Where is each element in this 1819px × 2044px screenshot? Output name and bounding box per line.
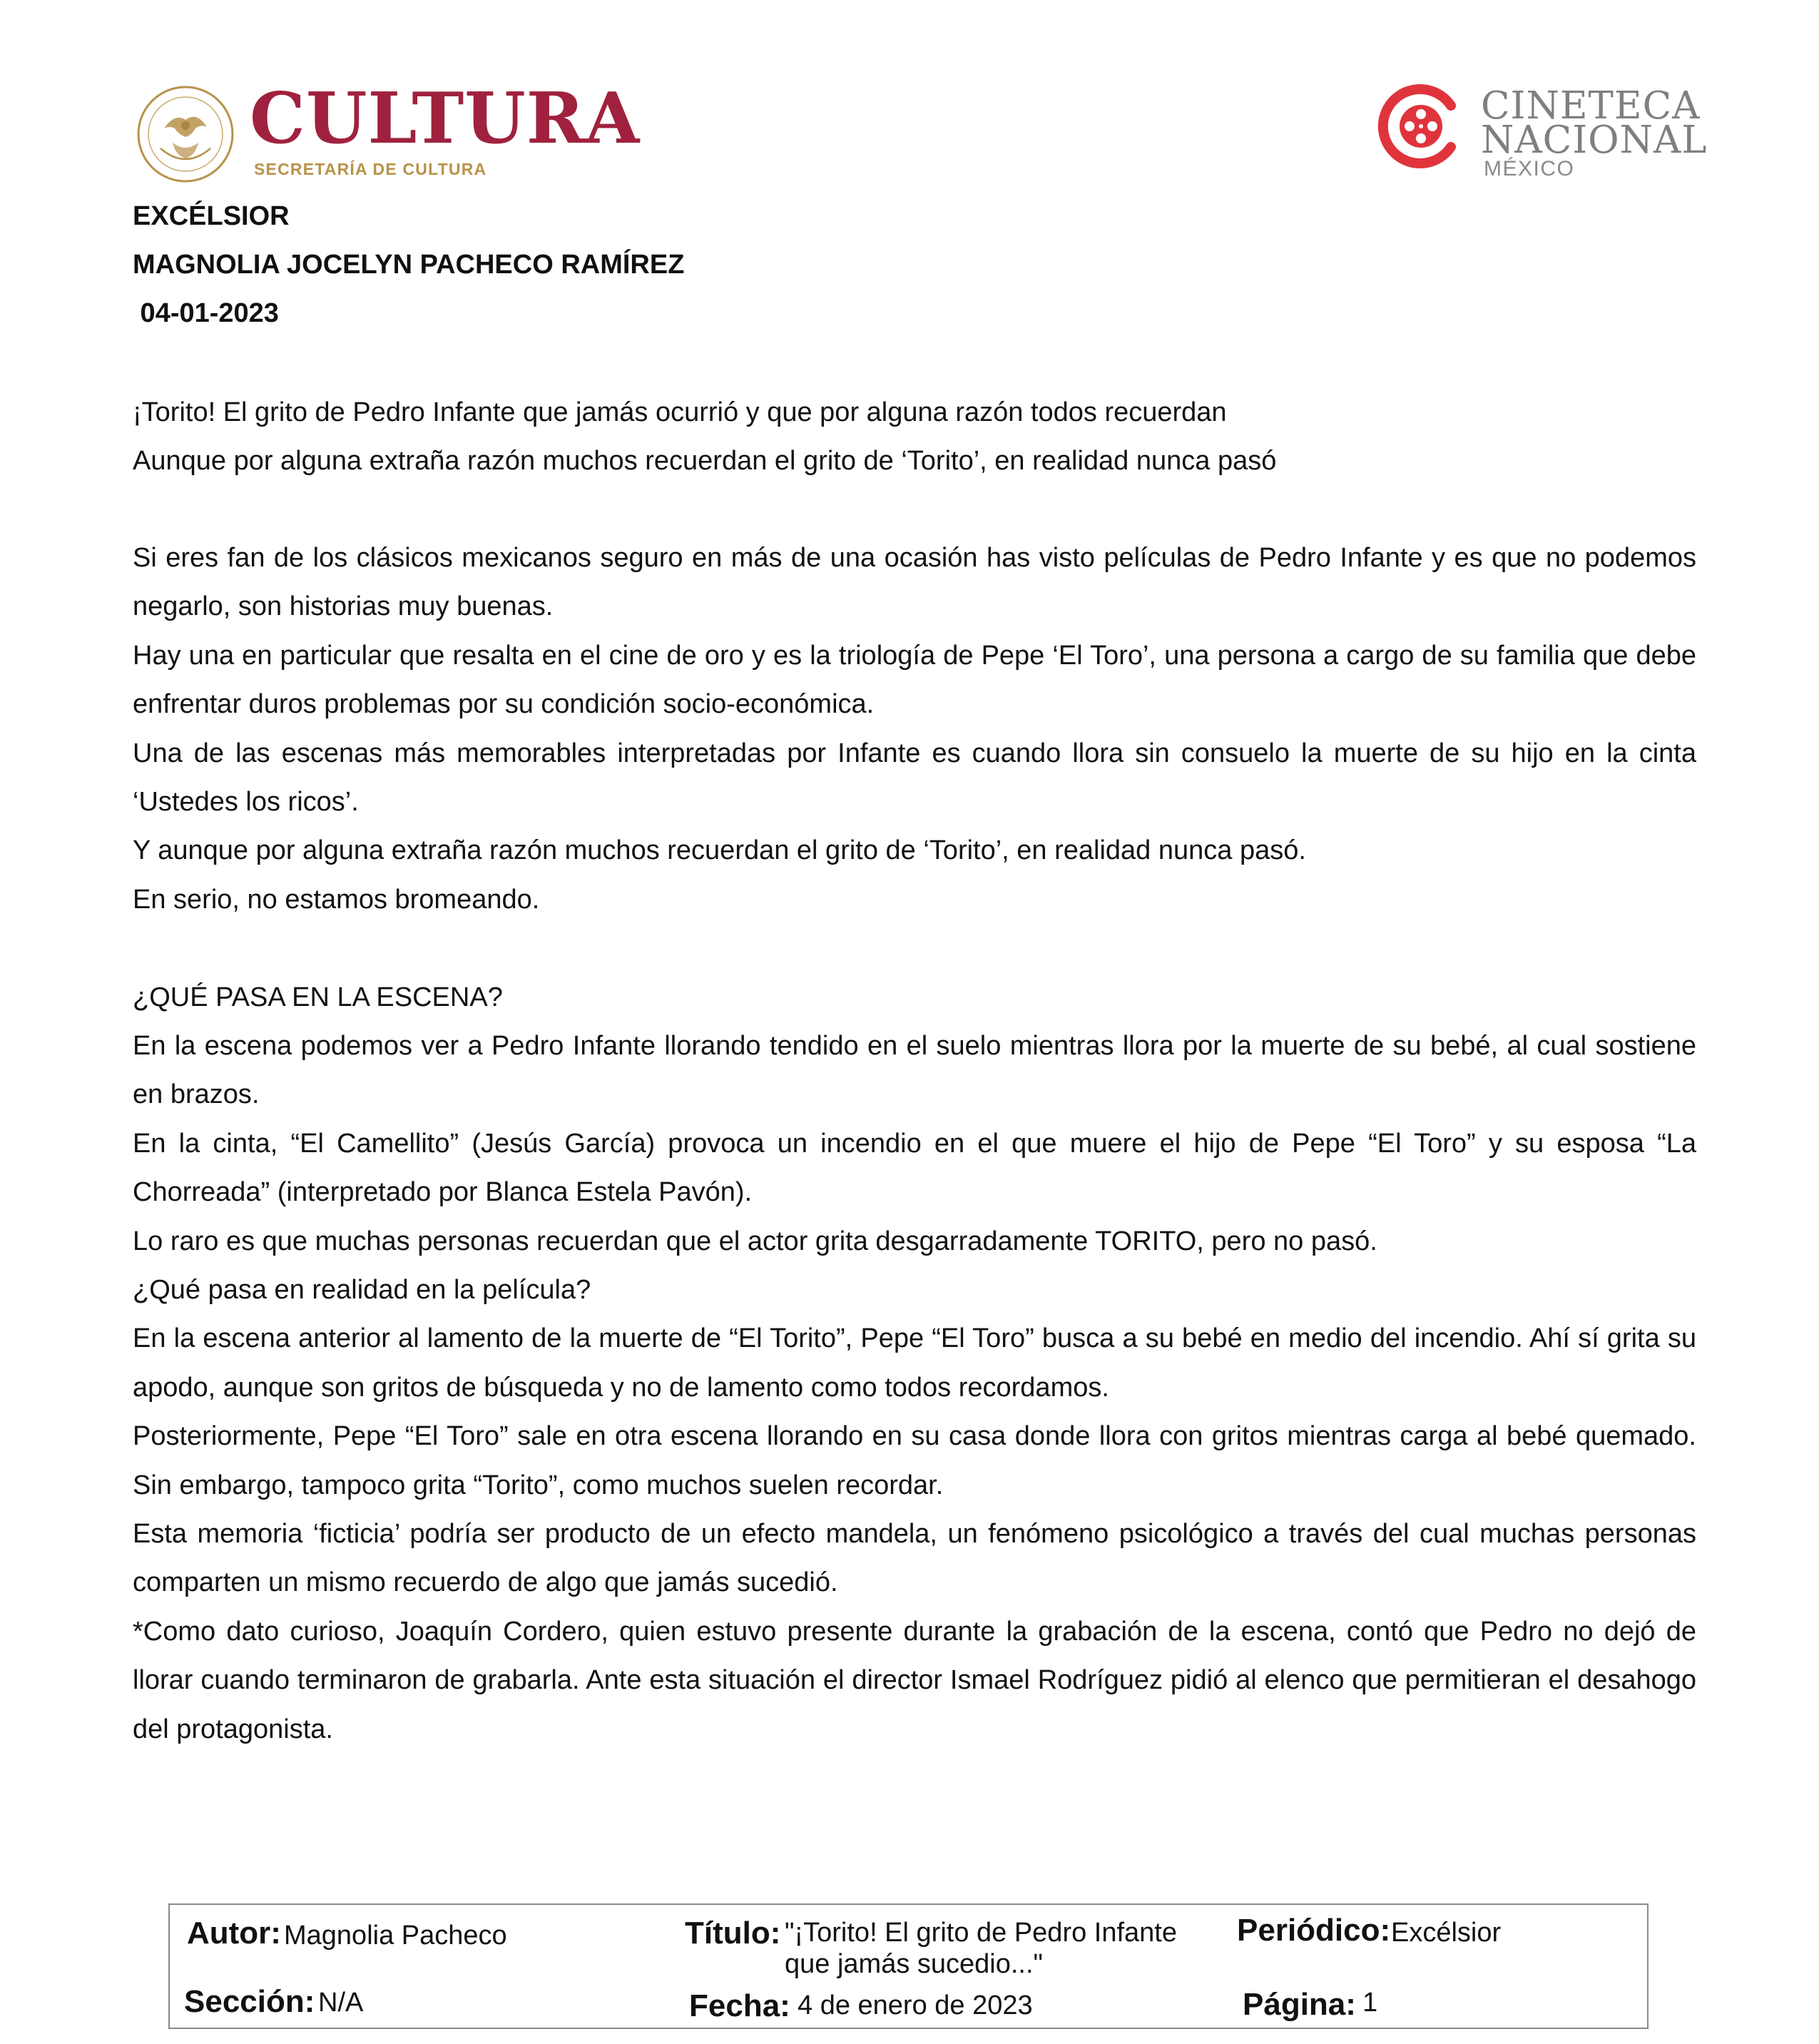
- fecha-label: Fecha:: [689, 1988, 790, 2023]
- cineteca-line1: CINETECA: [1481, 84, 1701, 128]
- reference-footer-box: [168, 1903, 1649, 2029]
- cultura-wordmark: CULTURA: [250, 78, 641, 160]
- newspaper-name: EXCÉLSIOR: [133, 201, 290, 231]
- paragraph: En la escena podemos ver a Pedro Infante llorando tendido en el suelo mientras llora por la muerte de su bebé, al cual sostiene en brazos.: [133, 1031, 1696, 1110]
- film-reel-icon: [1377, 84, 1461, 168]
- pagina-value: 1: [1362, 1988, 1378, 2018]
- cineteca-line2: NACIONAL: [1481, 118, 1708, 162]
- cineteca-line3: MÉXICO: [1484, 157, 1575, 180]
- paragraph: ¿Qué pasa en realidad en la película?: [133, 1275, 591, 1306]
- article-intro: [133, 534, 1696, 924]
- titulo-value-line1: "¡Torito! El grito de Pedro Infante: [785, 1918, 1177, 1948]
- paragraph: Posteriormente, Pepe “El Toro” sale en otra escena llorando en su casa donde llora con gritos mientras carga al bebé quemado. Sin embargo, tampoco grita “Torito”, como muchos suelen recordar.: [133, 1421, 1696, 1500]
- cultura-logo: [136, 78, 641, 184]
- seccion-label: Sección:: [184, 1984, 315, 2019]
- paragraph: Esta memoria ‘ficticia’ podría ser producto de un efecto mandela, un fenómeno psicológico a través del cual muchas personas comparten un mismo recuerdo de algo que jamás sucedió.: [133, 1519, 1696, 1598]
- cineteca-logo: [1377, 84, 1708, 184]
- paragraph: En la cinta, “El Camellito” (Jesús García) provoca un incendio en el que muere el hijo de Pepe “El Toro” y su esposa “La Chorreada” (interpretado por Blanca Estela Pavón).: [133, 1128, 1696, 1208]
- pagina-label: Página:: [1243, 1987, 1356, 2022]
- fecha-value: 4 de enero de 2023: [798, 1990, 1033, 2020]
- periodico-value: Excélsior: [1391, 1918, 1502, 1948]
- section-heading: ¿QUÉ PASA EN LA ESCENA?: [133, 982, 503, 1012]
- paragraph: En la escena anterior al lamento de la muerte de “El Torito”, Pepe “El Toro” busca a su bebé en medio del incendio. Ahí sí grita su apodo, aunque son gritos de búsqueda y no de lamento como todos recordamos.: [133, 1323, 1696, 1403]
- paragraph: Si eres fan de los clásicos mexicanos seguro en más de una ocasión has visto películas de Pedro Infante y es que no podemos negarlo, son historias muy buenas.: [133, 543, 1696, 622]
- seccion-value: N/A: [318, 1988, 364, 2018]
- paragraph: *Como dato curioso, Joaquín Cordero, quien estuvo presente durante la grabación de la escena, contó que Pedro no dejó de llorar cuando terminaron de grabarla. Ante esta situación el director Ismael Rodríguez pidió al elenco que permitieran el desahogo del protagonista.: [133, 1616, 1696, 1744]
- paragraph: Y aunque por alguna extraña razón muchos recuerdan el grito de ‘Torito’, en realidad nunca pasó.: [133, 835, 1306, 866]
- periodico-label: Periódico:: [1237, 1913, 1391, 1948]
- paragraph: Una de las escenas más memorables interpretadas por Infante es cuando llora sin consuelo la muerte de su hijo en la cinta ‘Ustedes los ricos’.: [133, 738, 1696, 818]
- article-subheadline: Aunque por alguna extraña razón muchos recuerdan el grito de ‘Torito’, en realidad nunca pasó: [133, 446, 1277, 476]
- mexican-seal-icon: [136, 84, 235, 184]
- article-headline: ¡Torito! El grito de Pedro Infante que jamás ocurrió y que por alguna razón todos recuerdan: [133, 397, 1227, 427]
- autor-label: Autor:: [187, 1916, 281, 1951]
- publication-date: 04-01-2023: [133, 298, 279, 328]
- titulo-label: Título:: [685, 1916, 781, 1951]
- cultura-subtitle: SECRETARÍA DE CULTURA: [254, 160, 487, 178]
- author-name: MAGNOLIA JOCELYN PACHECO RAMÍREZ: [133, 250, 685, 280]
- article-section-body: [133, 1022, 1696, 1754]
- titulo-value-line2: que jamás sucedio...": [785, 1949, 1044, 1979]
- paragraph: En serio, no estamos bromeando.: [133, 884, 540, 915]
- autor-value: Magnolia Pacheco: [284, 1921, 507, 1951]
- paragraph: Hay una en particular que resalta en el cine de oro y es la triología de Pepe ‘El Toro’, una persona a cargo de su familia que debe enfrentar duros problemas por su condición socio-económica.: [133, 640, 1696, 720]
- paragraph: Lo raro es que muchas personas recuerdan que el actor grita desgarradamente TORITO, pero no pasó.: [133, 1226, 1377, 1256]
